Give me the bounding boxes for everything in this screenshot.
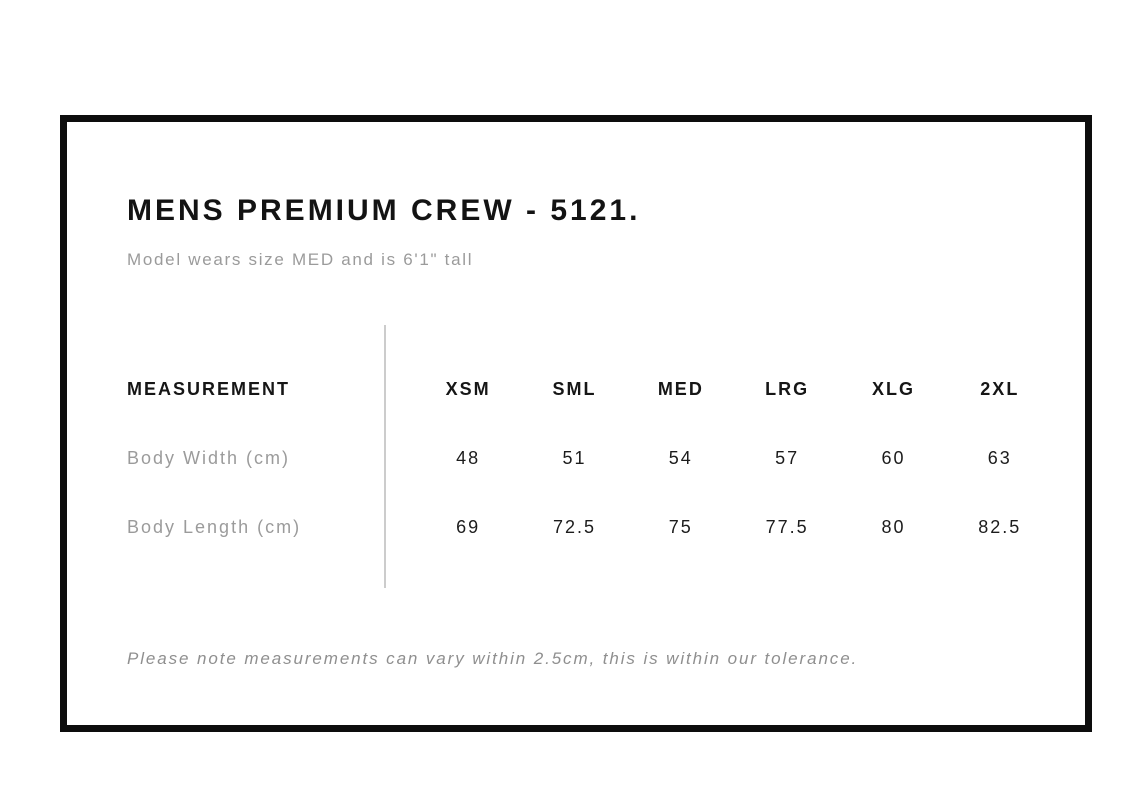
table-row-body-length [127, 493, 1085, 562]
body-length-xlg: 80 [881, 517, 906, 538]
column-header-xlg: XLG [871, 379, 915, 400]
body-width-values [384, 448, 1085, 469]
tolerance-note: Please note measurements can vary within 2.5cm, this is within our tolerance. [127, 649, 859, 669]
column-header-measurement: MEASUREMENT [127, 379, 291, 400]
body-length-xsm: 69 [456, 517, 481, 538]
body-width-xlg: 60 [881, 448, 906, 469]
body-length-2xl: 82.5 [978, 517, 1022, 538]
column-divider [384, 325, 386, 588]
size-header-group [384, 379, 1085, 400]
body-width-2xl: 63 [987, 448, 1012, 469]
table-row-body-width [127, 424, 1085, 493]
model-info: Model wears size MED and is 6'1" tall [127, 250, 474, 269]
column-header-2xl: 2XL [980, 379, 1020, 400]
column-header-sml: SML [552, 379, 597, 400]
column-header-lrg: LRG [765, 379, 810, 400]
body-width-xsm: 48 [456, 448, 481, 469]
body-length-lrg: 77.5 [765, 517, 809, 538]
body-width-med: 54 [668, 448, 693, 469]
body-length-sml: 72.5 [552, 517, 597, 538]
size-guide-content [67, 122, 1085, 725]
body-width-lrg: 57 [775, 448, 800, 469]
table-header-row [127, 355, 1085, 424]
body-width-sml: 51 [562, 448, 587, 469]
column-header-xsm: XSM [445, 379, 491, 400]
column-header-med: MED [657, 379, 704, 400]
row-label-body-length: Body Length (cm) [127, 517, 302, 538]
body-length-values [384, 517, 1085, 538]
size-chart-table [127, 355, 1085, 562]
row-label-body-width: Body Width (cm) [127, 448, 291, 469]
page-title: MENS PREMIUM CREW - 5121. [127, 194, 641, 227]
size-guide-card [60, 115, 1092, 732]
body-length-med: 75 [668, 517, 693, 538]
